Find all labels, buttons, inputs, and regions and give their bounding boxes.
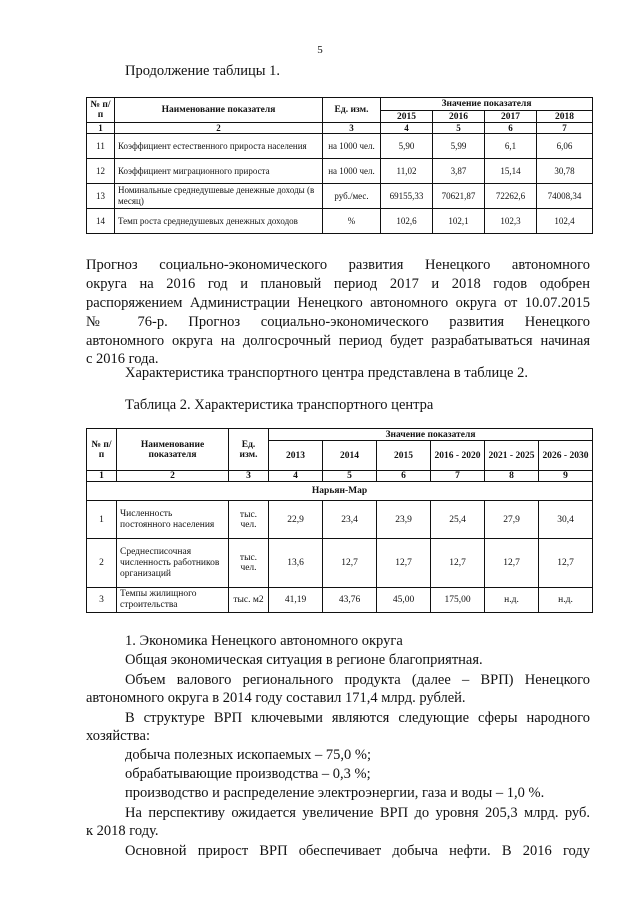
row-value: 23,4 xyxy=(323,501,377,539)
section-heading: 1. Экономика Ненецкого автономного округа xyxy=(125,633,403,649)
t2-header-year: 2013 xyxy=(269,441,323,471)
row-value: 74008,34 xyxy=(537,184,593,209)
row-value: 102,6 xyxy=(381,209,433,234)
t2-index-cell: 8 xyxy=(485,471,539,482)
row-name: Темп роста среднедушевых денежных доходов xyxy=(115,209,323,234)
paragraph-line: Прогноз социально-экономического развития Ненецкого автономного xyxy=(86,257,590,273)
row-unit: тыс. чел. xyxy=(229,539,269,588)
list-item: добыча полезных ископаемых – 75,0 %; xyxy=(125,747,372,763)
paragraph-line: автономного округа на долгосрочный период будет разрабатываться начиная xyxy=(86,333,590,349)
paragraph-line: автономного округа в 2014 году составил 171,4 млрд. рублей. xyxy=(86,690,466,706)
row-num: 2 xyxy=(87,539,117,588)
paragraph-line: с 2016 года. xyxy=(86,351,159,367)
t1-index-cell: 4 xyxy=(381,123,433,134)
row-value: 5,90 xyxy=(381,134,433,159)
row-value: н.д. xyxy=(539,588,593,613)
paragraph-line: № 76-р. Прогноз социально-экономического развития Ненецкого xyxy=(86,314,590,330)
t2-header-year: 2026 - 2030 xyxy=(539,441,593,471)
row-num: 11 xyxy=(87,134,115,159)
row-name: Численность постоянного населения xyxy=(117,501,229,539)
paragraph-line: хозяйства: xyxy=(86,728,150,744)
t2-index-cell: 2 xyxy=(117,471,229,482)
row-value: 13,6 xyxy=(269,539,323,588)
table-row xyxy=(87,184,593,209)
row-value: 30,78 xyxy=(537,159,593,184)
table-row xyxy=(87,134,593,159)
t2-index-cell: 5 xyxy=(323,471,377,482)
t2-header-name: Наименование показателя xyxy=(117,429,229,471)
t2-header-year: 2021 - 2025 xyxy=(485,441,539,471)
row-value: 69155,33 xyxy=(381,184,433,209)
t2-header-year: 2014 xyxy=(323,441,377,471)
page-number: 5 xyxy=(317,44,323,56)
row-name: Темпы жилищного строительства xyxy=(117,588,229,613)
row-name: Номинальные среднедушевые денежные доходы (в месяц) xyxy=(115,184,323,209)
t1-index-cell: 3 xyxy=(323,123,381,134)
paragraph-line: к 2018 году. xyxy=(86,823,159,839)
transport-intro: Характеристика транспортного центра представлена в таблице 2. xyxy=(125,365,528,381)
t2-index-cell: 6 xyxy=(377,471,431,482)
paragraph-line: В структуре ВРП ключевыми являются следующие сферы народного xyxy=(125,710,590,726)
t2-header-num: № п/п xyxy=(87,429,117,471)
t1-header-value-group: Значение показателя xyxy=(381,98,593,111)
t2-index-cell: 3 xyxy=(229,471,269,482)
row-value: 12,7 xyxy=(377,539,431,588)
row-unit: тыс. м2 xyxy=(229,588,269,613)
row-value: 23,9 xyxy=(377,501,431,539)
t2-index-cell: 7 xyxy=(431,471,485,482)
row-num: 13 xyxy=(87,184,115,209)
row-name: Коэффициент миграционного прироста xyxy=(115,159,323,184)
row-num: 3 xyxy=(87,588,117,613)
row-value: 45,00 xyxy=(377,588,431,613)
row-unit: % xyxy=(323,209,381,234)
list-item: производство и распределение электроэнергии, газа и воды – 1,0 %. xyxy=(125,785,545,801)
t1-header-name: Наименование показателя xyxy=(115,98,323,123)
row-num: 14 xyxy=(87,209,115,234)
t2-header-value-group: Значение показателя xyxy=(269,429,593,441)
t1-index-cell: 2 xyxy=(115,123,323,134)
row-num: 12 xyxy=(87,159,115,184)
t2-index-cell: 4 xyxy=(269,471,323,482)
row-num: 1 xyxy=(87,501,117,539)
table2 xyxy=(86,428,593,613)
row-value: 25,4 xyxy=(431,501,485,539)
table-row xyxy=(87,501,593,539)
t1-header-year: 2015 xyxy=(381,111,433,123)
paragraph-line: На перспективу ожидается увеличение ВРП до уровня 205,3 млрд. руб. xyxy=(125,805,590,821)
t2-header-year: 2015 xyxy=(377,441,431,471)
row-value: 5,99 xyxy=(433,134,485,159)
table-row xyxy=(87,539,593,588)
t1-index-cell: 5 xyxy=(433,123,485,134)
table2-caption: Таблица 2. Характеристика транспортного центра xyxy=(125,397,434,413)
table-row xyxy=(87,159,593,184)
row-value: 15,14 xyxy=(485,159,537,184)
row-unit: тыс. чел. xyxy=(229,501,269,539)
paragraph-line: Основной прирост ВРП обеспечивает добыча нефти. В 2016 году xyxy=(125,843,590,859)
row-unit: на 1000 чел. xyxy=(323,159,381,184)
t1-header-year: 2016 xyxy=(433,111,485,123)
t2-index-cell: 9 xyxy=(539,471,593,482)
paragraph: Общая экономическая ситуация в регионе благоприятная. xyxy=(125,652,483,668)
row-value: 12,7 xyxy=(323,539,377,588)
row-value: 175,00 xyxy=(431,588,485,613)
paragraph-line: Объем валового регионального продукта (далее – ВРП) Ненецкого xyxy=(125,672,590,688)
row-value: 27,9 xyxy=(485,501,539,539)
t1-header-year: 2017 xyxy=(485,111,537,123)
t2-index-cell: 1 xyxy=(87,471,117,482)
row-unit: на 1000 чел. xyxy=(323,134,381,159)
table-row xyxy=(87,588,593,613)
t2-header-year: 2016 - 2020 xyxy=(431,441,485,471)
table1 xyxy=(86,97,593,234)
table-row xyxy=(87,209,593,234)
t1-index-cell: 7 xyxy=(537,123,593,134)
row-value: 6,1 xyxy=(485,134,537,159)
row-name: Среднесписочная численность работников организаций xyxy=(117,539,229,588)
row-value: 70621,87 xyxy=(433,184,485,209)
row-value: 6,06 xyxy=(537,134,593,159)
paragraph-line: округа на 2016 год и плановый период 2017 и 2018 годов одобрен xyxy=(86,276,590,292)
row-value: 12,7 xyxy=(539,539,593,588)
table1-caption: Продолжение таблицы 1. xyxy=(125,63,281,79)
row-value: 43,76 xyxy=(323,588,377,613)
row-unit: руб./мес. xyxy=(323,184,381,209)
row-value: 41,19 xyxy=(269,588,323,613)
row-value: н.д. xyxy=(485,588,539,613)
t1-header-year: 2018 xyxy=(537,111,593,123)
t1-header-num: № п/п xyxy=(87,98,115,123)
row-value: 11,02 xyxy=(381,159,433,184)
t2-header-unit: Ед. изм. xyxy=(229,429,269,471)
t1-index-cell: 1 xyxy=(87,123,115,134)
row-value: 102,3 xyxy=(485,209,537,234)
row-value: 22,9 xyxy=(269,501,323,539)
t1-index-cell: 6 xyxy=(485,123,537,134)
t1-header-unit: Ед. изм. xyxy=(323,98,381,123)
list-item: обрабатывающие производства – 0,3 %; xyxy=(125,766,371,782)
t2-section-header: Нарьян-Мар xyxy=(87,482,593,501)
row-value: 3,87 xyxy=(433,159,485,184)
row-value: 102,1 xyxy=(433,209,485,234)
row-value: 12,7 xyxy=(485,539,539,588)
row-name: Коэффициент естественного прироста населения xyxy=(115,134,323,159)
row-value: 102,4 xyxy=(537,209,593,234)
row-value: 72262,6 xyxy=(485,184,537,209)
paragraph-line: распоряжением Администрации Ненецкого автономного округа от 10.07.2015 xyxy=(86,295,590,311)
row-value: 30,4 xyxy=(539,501,593,539)
row-value: 12,7 xyxy=(431,539,485,588)
